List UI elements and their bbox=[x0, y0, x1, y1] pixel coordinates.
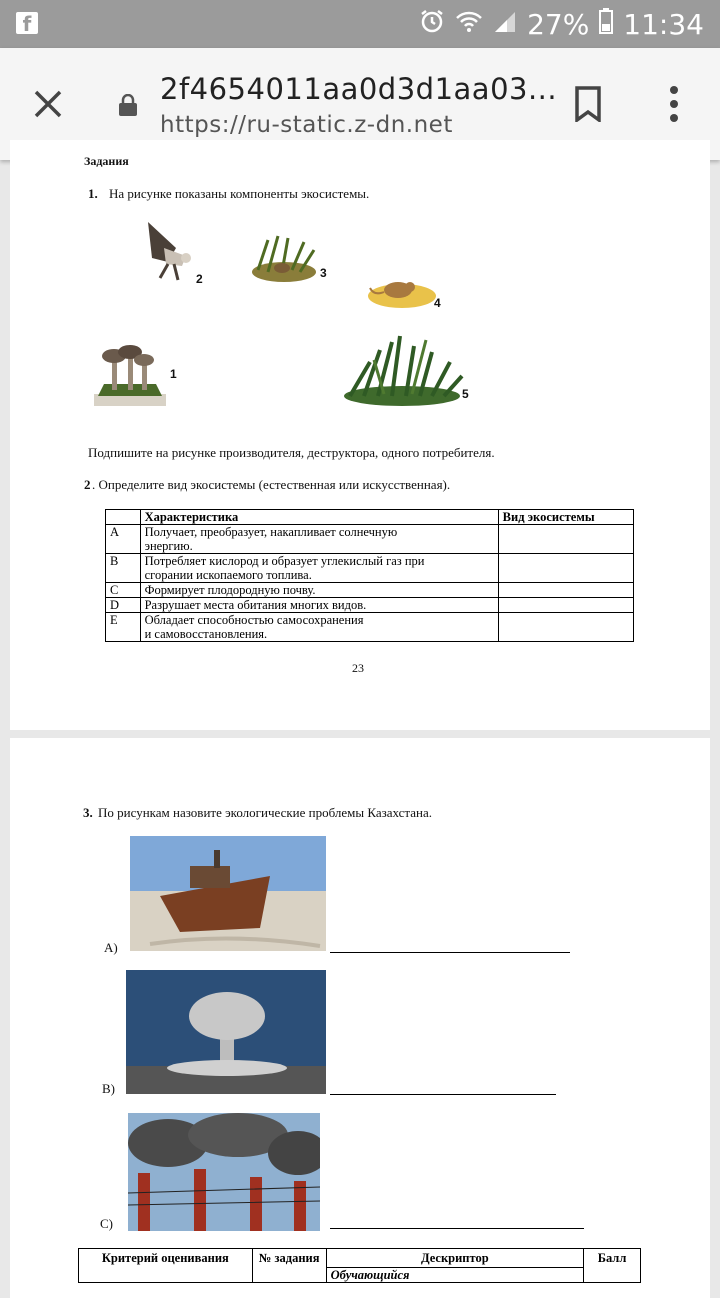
wifi-icon bbox=[455, 8, 483, 41]
document-page-1 bbox=[10, 140, 710, 730]
more-vertical-icon bbox=[664, 84, 684, 124]
answer-cell bbox=[498, 525, 633, 554]
table-row bbox=[106, 525, 634, 554]
row-text: Разрушает места обитания многих видов. bbox=[140, 598, 498, 613]
q3-number: 3. bbox=[83, 805, 93, 820]
table-row bbox=[106, 598, 634, 613]
answer-cell bbox=[498, 613, 633, 642]
criteria-header-row bbox=[79, 1249, 641, 1283]
answer-cell bbox=[498, 583, 633, 598]
q1-text: На рисунке показаны компоненты экосистемы. bbox=[109, 186, 370, 201]
header-score: Балл bbox=[584, 1249, 641, 1283]
facebook-notification-icon: f bbox=[16, 12, 38, 34]
option-c-label: C) bbox=[100, 1216, 113, 1231]
section-heading: Задания bbox=[84, 154, 129, 168]
row-letter: E bbox=[106, 613, 141, 642]
row-text: Формирует плодородную почву. bbox=[140, 583, 498, 598]
green-grass-image bbox=[340, 332, 466, 408]
bookmark-icon bbox=[574, 86, 602, 122]
answer-line-a[interactable] bbox=[330, 952, 570, 953]
q2-text: . Определите вид экосистемы (естественная или искусственная). bbox=[92, 477, 451, 492]
table-header-row bbox=[106, 510, 634, 525]
row-text: Потребляет кислород и образует углекислый газ при bbox=[144, 554, 425, 568]
answer-cell bbox=[498, 598, 633, 613]
document-page-2 bbox=[10, 738, 710, 1298]
row-letter: B bbox=[106, 554, 141, 583]
battery-icon bbox=[599, 8, 613, 41]
label-2: 2 bbox=[196, 272, 203, 286]
dry-grass-image bbox=[248, 230, 320, 286]
row-text-cont: энергию. bbox=[144, 539, 193, 553]
page-title[interactable]: 2f4654011aa0d3d1aa03... bbox=[160, 72, 558, 106]
ecosystem-type-table bbox=[105, 509, 634, 642]
alarm-icon bbox=[419, 8, 445, 41]
label-1: 1 bbox=[170, 367, 177, 381]
smokestacks-pollution-image bbox=[128, 1113, 320, 1231]
option-b-label: B) bbox=[102, 1081, 115, 1096]
clock: 11:34 bbox=[623, 7, 704, 41]
battery-percent: 27% bbox=[527, 7, 590, 41]
row-letter: C bbox=[106, 583, 141, 598]
close-icon bbox=[30, 86, 66, 122]
aral-sea-shipwreck-image bbox=[130, 836, 326, 951]
criteria-table bbox=[78, 1248, 641, 1283]
row-text: Получает, преобразует, накапливает солнечную bbox=[144, 525, 398, 539]
nuclear-explosion-image bbox=[126, 970, 326, 1094]
answer-cell bbox=[498, 554, 633, 583]
row-text: Обладает способностью самосохранения bbox=[144, 613, 364, 627]
q1-number: 1. bbox=[88, 186, 98, 201]
q1-instruction: Подпишите на рисунке производителя, деструктора, одного потребителя. bbox=[88, 445, 495, 460]
mushrooms-image bbox=[92, 340, 168, 408]
q2-number: 2 bbox=[84, 477, 91, 492]
header-descriptor: Дескриптор bbox=[420, 1251, 489, 1265]
header-criterion: Критерий оценивания bbox=[79, 1249, 253, 1283]
answer-line-c[interactable] bbox=[330, 1228, 584, 1229]
label-5: 5 bbox=[462, 387, 469, 401]
row-letter: D bbox=[106, 598, 141, 613]
signal-icon bbox=[493, 8, 517, 41]
mouse-on-straw-image bbox=[366, 268, 438, 310]
bookmark-button[interactable] bbox=[574, 86, 602, 122]
header-ecosystem-type: Вид экосистемы bbox=[498, 510, 633, 525]
q3-text: По рисункам назовите экологические проблемы Казахстана. bbox=[98, 805, 433, 820]
page-number: 23 bbox=[352, 661, 364, 675]
label-3: 3 bbox=[320, 266, 327, 280]
row-letter: A bbox=[106, 525, 141, 554]
answer-line-b[interactable] bbox=[330, 1094, 556, 1095]
close-button[interactable] bbox=[30, 86, 66, 122]
table-row bbox=[106, 613, 634, 642]
status-bar bbox=[0, 0, 720, 48]
descriptor-subheader: Обучающийся bbox=[327, 1267, 583, 1282]
page-url[interactable]: https://ru-static.z-dn.net bbox=[160, 112, 453, 138]
label-4: 4 bbox=[434, 296, 441, 310]
header-task-number: № задания bbox=[252, 1249, 326, 1283]
row-text-cont: сгорании ископаемого топлива. bbox=[144, 568, 312, 582]
table-row bbox=[106, 583, 634, 598]
lock-icon bbox=[118, 94, 138, 116]
table-row bbox=[106, 554, 634, 583]
overflow-menu-button[interactable] bbox=[664, 84, 684, 124]
row-text-cont: и самовосстановления. bbox=[144, 627, 268, 641]
bird-of-prey-image bbox=[138, 218, 198, 290]
header-characteristic: Характеристика bbox=[140, 510, 498, 525]
option-a-label: A) bbox=[104, 940, 118, 955]
